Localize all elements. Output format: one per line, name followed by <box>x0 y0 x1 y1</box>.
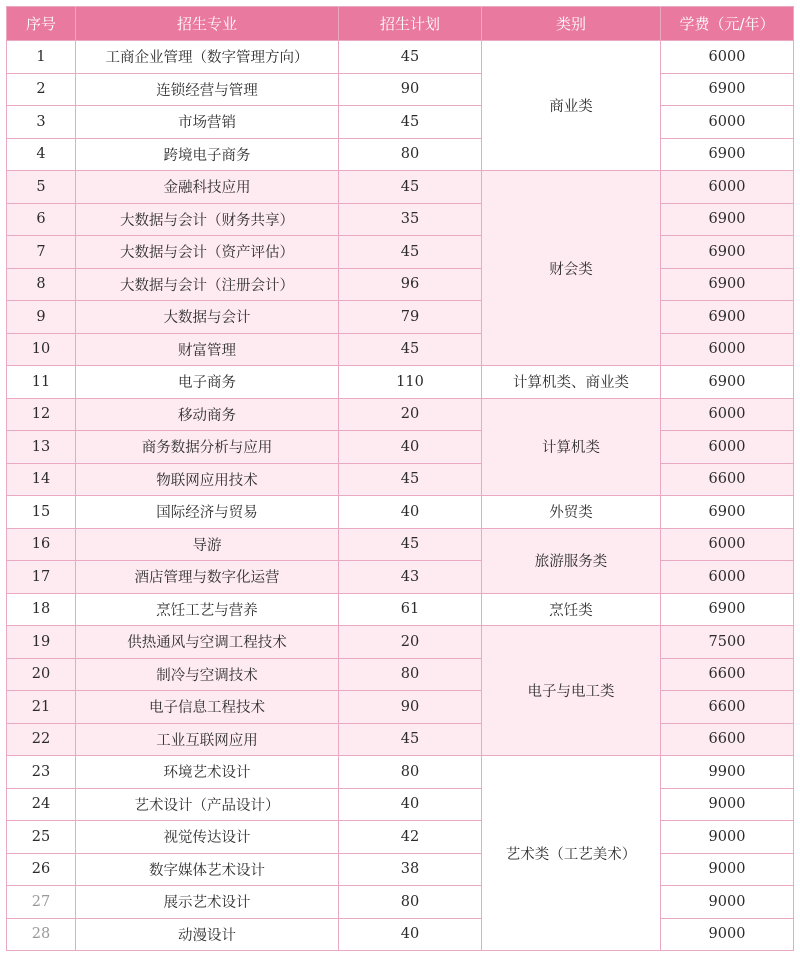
cell-major: 市场营销 <box>76 106 339 139</box>
cell-fee: 9000 <box>661 918 794 951</box>
cell-plan: 45 <box>339 106 482 139</box>
cell-fee: 6000 <box>661 41 794 74</box>
table-row <box>7 171 794 204</box>
table-row <box>7 463 794 496</box>
table-row <box>7 236 794 269</box>
cell-plan: 96 <box>339 268 482 301</box>
cell-plan: 45 <box>339 236 482 269</box>
cell-fee: 6600 <box>661 658 794 691</box>
cell-plan: 80 <box>339 138 482 171</box>
cell-fee: 6900 <box>661 268 794 301</box>
table-row <box>7 691 794 724</box>
cell-plan: 40 <box>339 788 482 821</box>
cell-major: 动漫设计 <box>76 918 339 951</box>
table-row <box>7 496 794 529</box>
cell-no: 11 <box>7 366 76 399</box>
cell-plan: 45 <box>339 171 482 204</box>
cell-fee: 9000 <box>661 821 794 854</box>
cell-fee: 9000 <box>661 886 794 919</box>
enrollment-table-container <box>6 6 793 951</box>
table-row <box>7 106 794 139</box>
cell-plan: 80 <box>339 658 482 691</box>
cell-category: 财会类 <box>482 171 661 366</box>
cell-major: 跨境电子商务 <box>76 138 339 171</box>
cell-major: 酒店管理与数字化运营 <box>76 561 339 594</box>
cell-major: 大数据与会计 <box>76 301 339 334</box>
enrollment-table <box>6 6 794 951</box>
cell-category: 烹饪类 <box>482 593 661 626</box>
cell-plan: 45 <box>339 333 482 366</box>
cell-no: 21 <box>7 691 76 724</box>
header-row <box>7 7 794 41</box>
cell-major: 工业互联网应用 <box>76 723 339 756</box>
cell-major: 烹饪工艺与营养 <box>76 593 339 626</box>
cell-no: 20 <box>7 658 76 691</box>
cell-no: 2 <box>7 73 76 106</box>
cell-plan: 45 <box>339 41 482 74</box>
table-row <box>7 821 794 854</box>
cell-no: 3 <box>7 106 76 139</box>
cell-plan: 90 <box>339 691 482 724</box>
cell-no: 8 <box>7 268 76 301</box>
table-row <box>7 138 794 171</box>
header-fee: 学费（元/年） <box>661 7 794 41</box>
table-row <box>7 886 794 919</box>
cell-no: 18 <box>7 593 76 626</box>
cell-no: 5 <box>7 171 76 204</box>
cell-plan: 110 <box>339 366 482 399</box>
cell-major: 艺术设计（产品设计） <box>76 788 339 821</box>
cell-plan: 45 <box>339 528 482 561</box>
cell-major: 环境艺术设计 <box>76 756 339 789</box>
cell-plan: 80 <box>339 886 482 919</box>
cell-major: 移动商务 <box>76 398 339 431</box>
table-row <box>7 41 794 74</box>
table-row <box>7 366 794 399</box>
cell-major: 连锁经营与管理 <box>76 73 339 106</box>
cell-fee: 9000 <box>661 788 794 821</box>
table-row <box>7 853 794 886</box>
cell-plan: 20 <box>339 626 482 659</box>
cell-plan: 90 <box>339 73 482 106</box>
cell-plan: 45 <box>339 723 482 756</box>
cell-major: 工商企业管理（数字管理方向） <box>76 41 339 74</box>
table-row <box>7 593 794 626</box>
table-row <box>7 268 794 301</box>
cell-no: 26 <box>7 853 76 886</box>
cell-plan: 43 <box>339 561 482 594</box>
cell-plan: 40 <box>339 918 482 951</box>
header-major: 招生专业 <box>76 7 339 41</box>
table-row <box>7 788 794 821</box>
cell-category: 旅游服务类 <box>482 528 661 593</box>
cell-fee: 6600 <box>661 463 794 496</box>
cell-major: 导游 <box>76 528 339 561</box>
cell-no: 9 <box>7 301 76 334</box>
cell-fee: 6000 <box>661 171 794 204</box>
cell-no: 4 <box>7 138 76 171</box>
cell-major: 商务数据分析与应用 <box>76 431 339 464</box>
cell-plan: 80 <box>339 756 482 789</box>
cell-fee: 6900 <box>661 73 794 106</box>
cell-no: 28 <box>7 918 76 951</box>
header-category: 类别 <box>482 7 661 41</box>
cell-category: 电子与电工类 <box>482 626 661 756</box>
cell-fee: 6000 <box>661 106 794 139</box>
cell-category: 商业类 <box>482 41 661 171</box>
cell-fee: 6600 <box>661 723 794 756</box>
cell-fee: 7500 <box>661 626 794 659</box>
cell-fee: 6000 <box>661 528 794 561</box>
cell-fee: 6900 <box>661 593 794 626</box>
cell-category: 外贸类 <box>482 496 661 529</box>
cell-category: 艺术类（工艺美术） <box>482 756 661 951</box>
cell-major: 金融科技应用 <box>76 171 339 204</box>
cell-no: 23 <box>7 756 76 789</box>
cell-major: 电子信息工程技术 <box>76 691 339 724</box>
cell-plan: 40 <box>339 431 482 464</box>
cell-no: 13 <box>7 431 76 464</box>
cell-no: 15 <box>7 496 76 529</box>
cell-fee: 9900 <box>661 756 794 789</box>
cell-plan: 35 <box>339 203 482 236</box>
cell-fee: 6000 <box>661 333 794 366</box>
cell-no: 25 <box>7 821 76 854</box>
table-row <box>7 431 794 464</box>
cell-major: 数字媒体艺术设计 <box>76 853 339 886</box>
cell-no: 14 <box>7 463 76 496</box>
table-row <box>7 73 794 106</box>
header-no: 序号 <box>7 7 76 41</box>
cell-no: 22 <box>7 723 76 756</box>
cell-no: 27 <box>7 886 76 919</box>
cell-no: 17 <box>7 561 76 594</box>
cell-fee: 6900 <box>661 236 794 269</box>
cell-no: 24 <box>7 788 76 821</box>
cell-no: 16 <box>7 528 76 561</box>
cell-major: 供热通风与空调工程技术 <box>76 626 339 659</box>
cell-plan: 42 <box>339 821 482 854</box>
cell-fee: 6900 <box>661 366 794 399</box>
cell-fee: 6900 <box>661 301 794 334</box>
cell-major: 制冷与空调技术 <box>76 658 339 691</box>
table-row <box>7 626 794 659</box>
cell-fee: 6900 <box>661 496 794 529</box>
cell-fee: 6900 <box>661 138 794 171</box>
header-plan: 招生计划 <box>339 7 482 41</box>
table-row <box>7 528 794 561</box>
cell-major: 视觉传达设计 <box>76 821 339 854</box>
cell-plan: 79 <box>339 301 482 334</box>
cell-fee: 6600 <box>661 691 794 724</box>
cell-plan: 20 <box>339 398 482 431</box>
cell-no: 10 <box>7 333 76 366</box>
table-row <box>7 301 794 334</box>
cell-major: 物联网应用技术 <box>76 463 339 496</box>
cell-fee: 9000 <box>661 853 794 886</box>
cell-no: 7 <box>7 236 76 269</box>
table-row <box>7 333 794 366</box>
cell-plan: 45 <box>339 463 482 496</box>
table-row <box>7 723 794 756</box>
cell-plan: 38 <box>339 853 482 886</box>
cell-category: 计算机类、商业类 <box>482 366 661 399</box>
table-row <box>7 756 794 789</box>
cell-no: 6 <box>7 203 76 236</box>
cell-plan: 61 <box>339 593 482 626</box>
cell-category: 计算机类 <box>482 398 661 496</box>
cell-fee: 6000 <box>661 561 794 594</box>
cell-major: 展示艺术设计 <box>76 886 339 919</box>
cell-no: 1 <box>7 41 76 74</box>
cell-major: 国际经济与贸易 <box>76 496 339 529</box>
cell-no: 12 <box>7 398 76 431</box>
cell-major: 大数据与会计（财务共享） <box>76 203 339 236</box>
table-row <box>7 918 794 951</box>
cell-major: 财富管理 <box>76 333 339 366</box>
table-row <box>7 203 794 236</box>
cell-major: 大数据与会计（注册会计） <box>76 268 339 301</box>
table-row <box>7 561 794 594</box>
cell-fee: 6000 <box>661 398 794 431</box>
cell-no: 19 <box>7 626 76 659</box>
table-row <box>7 658 794 691</box>
cell-major: 电子商务 <box>76 366 339 399</box>
cell-fee: 6000 <box>661 431 794 464</box>
cell-plan: 40 <box>339 496 482 529</box>
cell-fee: 6900 <box>661 203 794 236</box>
table-row <box>7 398 794 431</box>
cell-major: 大数据与会计（资产评估） <box>76 236 339 269</box>
